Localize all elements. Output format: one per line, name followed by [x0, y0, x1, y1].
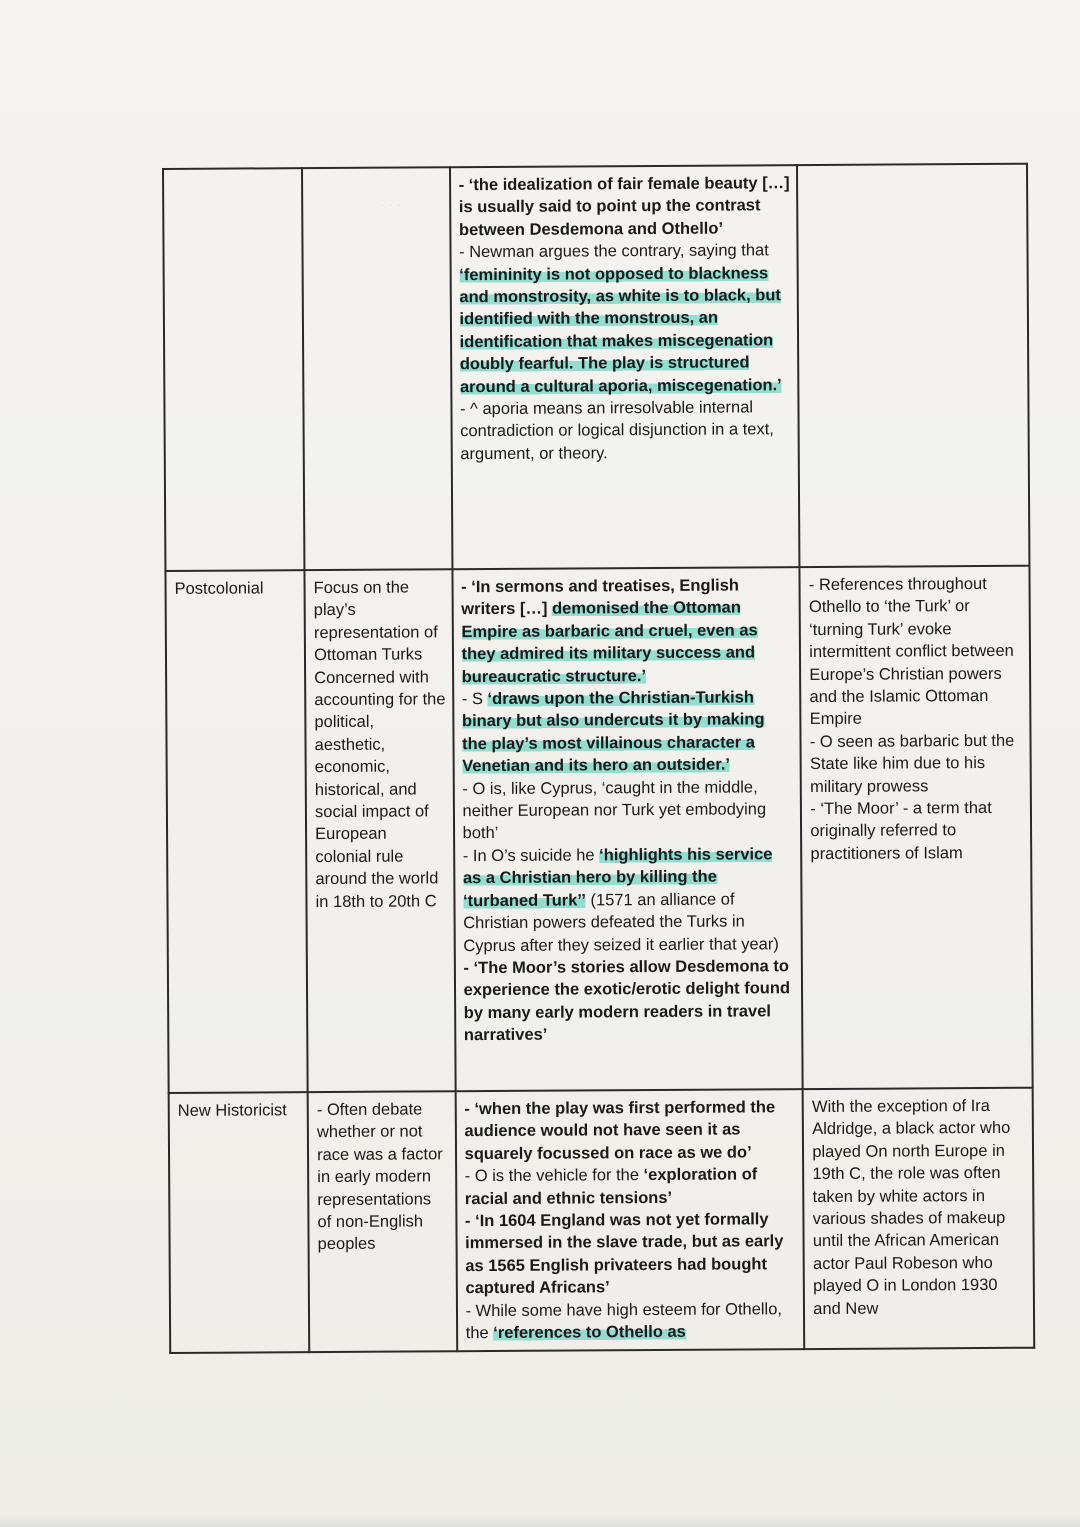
quotes-cell: [452, 567, 803, 1091]
quote-text: - ‘In sermons and treatises, English writers […]: [461, 576, 740, 619]
context-cell: [797, 164, 1029, 567]
highlighted-quote: demonised the Ottoman Empire as barbaric and cruel, even as they admired its military success and bureaucratic structure.’: [461, 598, 758, 686]
quote-text: - In O’s suicide he: [462, 846, 600, 866]
quotes-cell: [450, 165, 800, 569]
theory-cell-text: New Historicist: [177, 1101, 287, 1120]
highlighted-quote: ‘references to Othello as: [493, 1322, 686, 1343]
highlighted-quote: ‘highlights his service as a Christian hero by killing the ‘turbaned Turk’’: [462, 845, 773, 910]
focus-cell: [308, 1091, 457, 1352]
quote-text: - ‘In 1604 England was not yet formally immersed in the slave trade, but as early as 1565 English privateers had bought captured Africans’: [464, 1210, 784, 1298]
focus-cell: [305, 569, 456, 1092]
quote-text: - O is, like Cyprus, ‘caught in the middle, neither European nor Turk yet embodying both’: [462, 778, 767, 843]
theory-cell-text: Postcolonial: [174, 579, 264, 598]
highlighted-quote: ‘draws upon the Christian-Turkish binary but also undercuts it by making the play’s most villainous character a Venetian and its hero an outsider.’: [461, 688, 765, 776]
quote-text: - S: [461, 690, 488, 709]
context-cell: [800, 566, 1033, 1089]
focus-cell: [302, 167, 452, 570]
quote-text: - ‘when the play was first performed the audience would not have seen it as squarely focussed on race as we do’: [464, 1098, 776, 1163]
bleed-through-text: · · ·: [380, 196, 402, 212]
highlighted-quote: ‘femininity is not opposed to blackness and monstrosity, as white is to black, but identified with the monstrous, an identification that makes miscegenation doubly fearful. The play is structured around a cultural aporia, miscegenation.’: [459, 263, 782, 396]
context-cell: [803, 1088, 1034, 1349]
table-row: [169, 1088, 1035, 1353]
quote-text: - ‘the idealization of fair female beauty […] is usually said to point up the contrast between Desdemona and Othello’: [458, 174, 790, 239]
table-row: [165, 566, 1032, 1093]
context-cell-text: With the exception of Ira Aldridge, a black actor who played On north Europe in 19th C, the role was often taken by white actors in various shades of makeup until the African American actor Paul Robeson who played O in London 1930 and New: [811, 1096, 1011, 1318]
quote-text: - ‘The Moor’s stories allow Desdemona to experience the exotic/erotic delight found by many early modern readers in travel narratives’: [463, 957, 791, 1045]
page-edge-shadow: [0, 1513, 1080, 1527]
quote-text: ‘exploration of racial and ethnic tensions’: [464, 1165, 758, 1208]
focus-cell-text: Focus on the play’s representation of Ottoman Turks Concerned with accounting for the political, aesthetic, economic, historical, and social impact of European colonial rule around the world in 18th to 20th C: [313, 578, 446, 911]
quote-text: - ^ aporia means an irresolvable internal contradiction or logical disjunction in a text, argument, or theory.: [460, 398, 774, 464]
theory-cell: [163, 168, 305, 571]
quote-text: - Newman argues the contrary, saying that: [459, 241, 769, 262]
quote-text: (1571 an alliance of Christian powers defeated the Turks in Cyprus after they seized it earlier that year): [463, 890, 779, 955]
focus-cell-text: - Often debate whether or not race was a factor in early modern representations of non-English peoples: [316, 1100, 443, 1254]
context-cell-text: - References throughout Othello to ‘the Turk’ or ‘turning Turk’ evoke intermittent conflict between Europe’s Christian powers and the Islamic Ottoman Empire - O seen as barbaric but the State like him due to his military prowess - ‘The Moor’ - a term that originally referred to practitioners of Islam: [808, 574, 1015, 863]
quotes-cell: [455, 1089, 804, 1351]
theory-cell: [169, 1092, 310, 1353]
quote-text: - While some have high esteem for Othello, the: [465, 1299, 783, 1343]
theory-cell: [165, 570, 307, 1093]
table-row: [163, 164, 1029, 571]
quote-text: - O is the vehicle for the: [464, 1166, 644, 1186]
othello-critical-perspectives-table: [162, 163, 1035, 1354]
